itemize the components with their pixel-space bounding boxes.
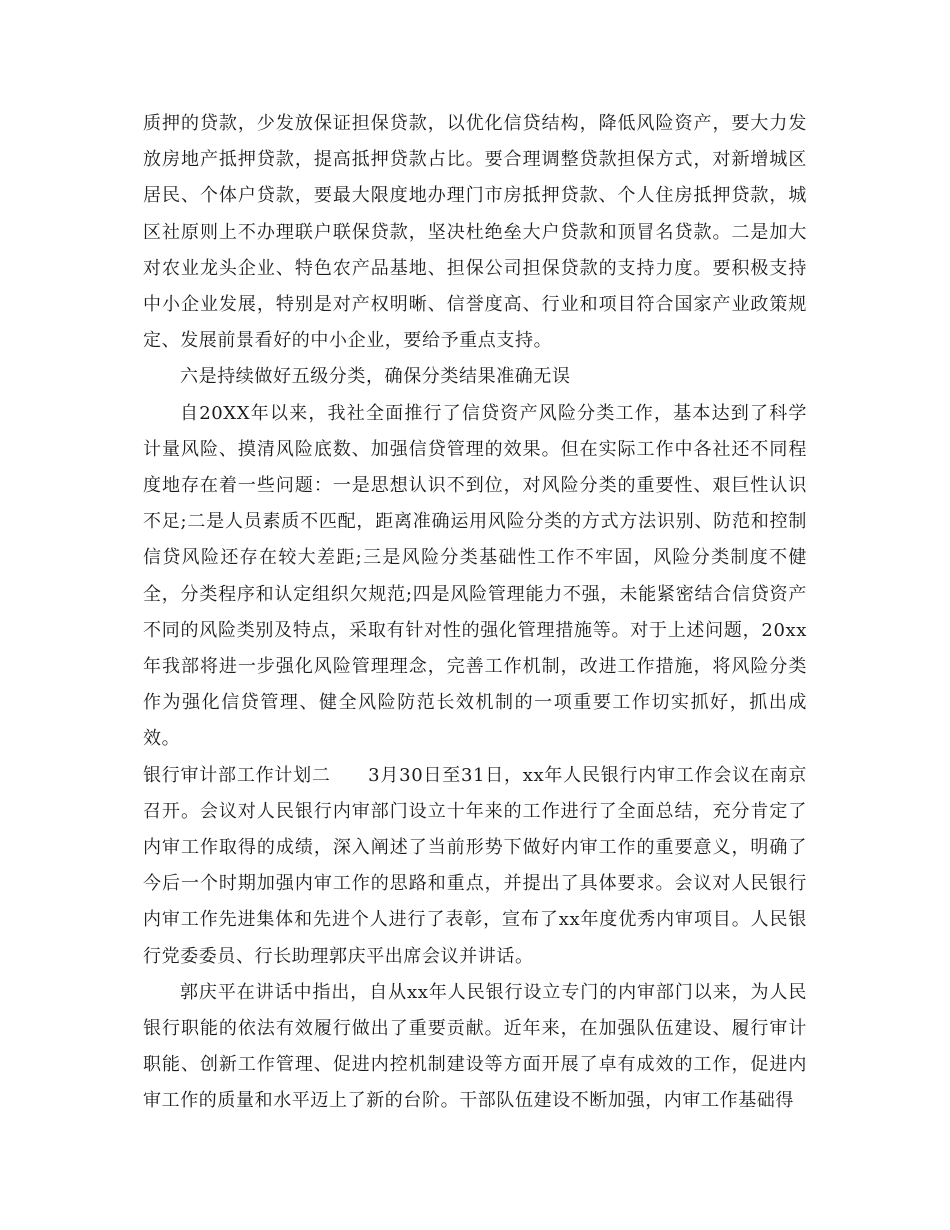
- paragraph-guo-qingping-speech: 郭庆平在讲话中指出，自从xx年人民银行设立专门的内审部门以来，为人民银行职能的依法有效履行做出了重要贡献。近年来，在加强队伍建设、履行审计职能、创新工作管理、促进内控机制建设等方面开展了卓有成效的工作，促进内审工作的质量和水平迈上了新的台阶。干部队伍建设不断加强，内审工作基础得: [143, 981, 807, 1112]
- paragraph-risk-classification: 自20XX年以来，我社全面推行了信贷资产风险分类工作，基本达到了科学计量风险、摸清风险底数、加强信贷管理的效果。但在实际工作中各社还不同程度地存在着一些问题：一是思想认识不到位，对风险分类的重要性、艰巨性认识不足;二是人员素质不匹配，距离准确运用风险分类的方式方法识别、防范和控制信贷风险还存在较大差距;三是风险分类基础性工作不牢固，风险分类制度不健全，分类程序和认定组织欠规范;四是风险管理能力不强，未能紧密结合信贷资产不同的风险类别及特点，采取有针对性的强化管理措施等。对于上述问题，20xx年我部将进一步强化风险管理理念，完善工作机制，改进工作措施，将风险分类作为强化信贷管理、健全风险防范长效机制的一项重要工作切实抓好，抓出成效。: [143, 402, 807, 750]
- paragraph-audit-plan-two: 银行审计部工作计划二 3月30日至31日，xx年人民银行内审工作会议在南京召开。会议对人民银行内审部门设立十年来的工作进行了全面总结，充分肯定了内审工作取得的成绩，深入阐述了当前形势下做好内审工作的重要意义，明确了今后一个时期加强内审工作的思路和重点，并提出了具体要求。会议对人民银行内审工作先进集体和先进个人进行了表彰，宣布了xx年度优秀内审项目。人民银行党委委员、行长助理郭庆平出席会议并讲话。: [143, 764, 807, 967]
- paragraph-loan-structure: 质押的贷款，少发放保证担保贷款，以优化信贷结构，降低风险资产，要大力发放房地产抵押贷款，提高抵押贷款占比。要合理调整贷款担保方式，对新增城区居民、个体户贷款，要最大限度地办理门市房抵押贷款、个人住房抵押贷款，城区社原则上不办理联户联保贷款，坚决杜绝垒大户贷款和顶冒名贷款。二是加大对农业龙头企业、特色农产品基地、担保公司担保贷款的支持力度。要积极支持中小企业发展，特别是对产权明晰、信誉度高、行业和项目符合国家产业政策规定、发展前景看好的中小企业，要给予重点支持。: [143, 113, 807, 352]
- paragraph-heading-five-level-classification: 六是持续做好五级分类，确保分类结果准确无误: [180, 366, 571, 388]
- document-body: [143, 106, 807, 1120]
